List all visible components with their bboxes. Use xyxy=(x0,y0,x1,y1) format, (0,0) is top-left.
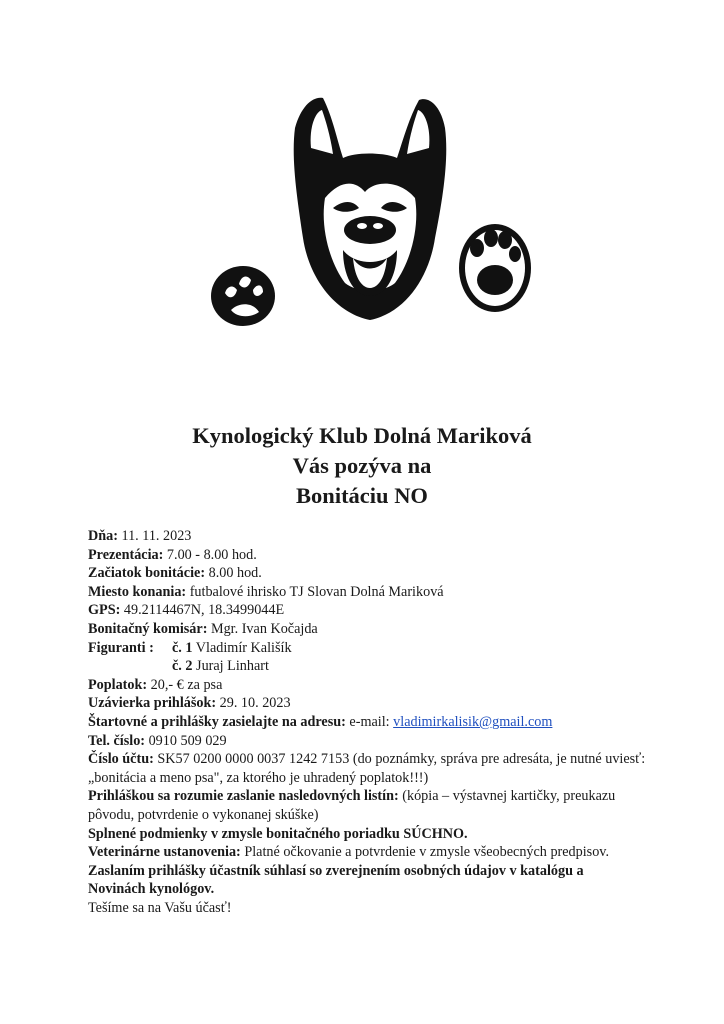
figurant-2-line: č. 2 Juraj Linhart xyxy=(172,658,269,675)
email-link[interactable]: vladimirkalisik@gmail.com xyxy=(393,713,553,730)
dog-with-paws-icon xyxy=(205,88,535,328)
event-name: Bonitáciu NO xyxy=(296,483,428,508)
application-line: Prihláškou sa rozumie zaslanie nasledovných listín: (kópia – výstavnej kartičky, preukazu pôvodu, potvrdenie o vykonanej skúške) xyxy=(88,788,616,823)
send-line: Štartovné a prihlášky zasielajte na adresu: e-mail: vladimirkalisik@gmail.com xyxy=(88,713,553,730)
conditions-line: Splnené podmienky v zmysle bonitačného poriadku SÚCHNO. xyxy=(88,825,468,842)
vet-line: Veterinárne ustanovenia: Platné očkovanie a potvrdenie v zmysle všeobecných predpisov. xyxy=(88,844,610,861)
account-line: Číslo účtu: SK57 0200 0000 0037 1242 7153 (do poznámky, správa pre adresáta, je nutné uviesť: „bonitácia a meno psa", za ktorého je uhradený poplatok!!!) xyxy=(88,751,646,786)
event-details xyxy=(88,527,648,917)
deadline-line: Uzávierka prihlášok: 29. 10. 2023 xyxy=(88,695,291,712)
presentation-line: Prezentácia: 7.00 - 8.00 hod. xyxy=(88,546,257,563)
closing-line: Tešíme sa na Vašu účasť! xyxy=(88,899,232,916)
invitation-heading xyxy=(0,421,724,511)
date-line: Dňa: 11. 11. 2023 xyxy=(88,528,192,544)
invites-line: Vás pozýva na xyxy=(292,453,432,478)
start-line: Začiatok bonitácie: 8.00 hod. xyxy=(88,565,262,582)
club-name: Kynologický Klub Dolná Mariková xyxy=(192,423,532,448)
phone-line: Tel. číslo: 0910 509 029 xyxy=(88,732,227,749)
figurant-1-line: Figuranti : č. 1 Vladimír Kališík xyxy=(88,639,292,656)
gps-line: GPS: 49.2114467N, 18.3499044E xyxy=(88,602,285,619)
venue-line: Miesto konania: futbalové ihrisko TJ Slovan Dolná Mariková xyxy=(88,583,444,600)
fee-line: Poplatok: 20,- € za psa xyxy=(88,676,223,693)
consent-line: Zaslaním prihlášky účastník súhlasí so zverejnením osobných údajov v katalógu a Novinách kynológov. xyxy=(88,862,584,898)
commissioner-line: Bonitačný komisár: Mgr. Ivan Kočajda xyxy=(88,620,318,637)
